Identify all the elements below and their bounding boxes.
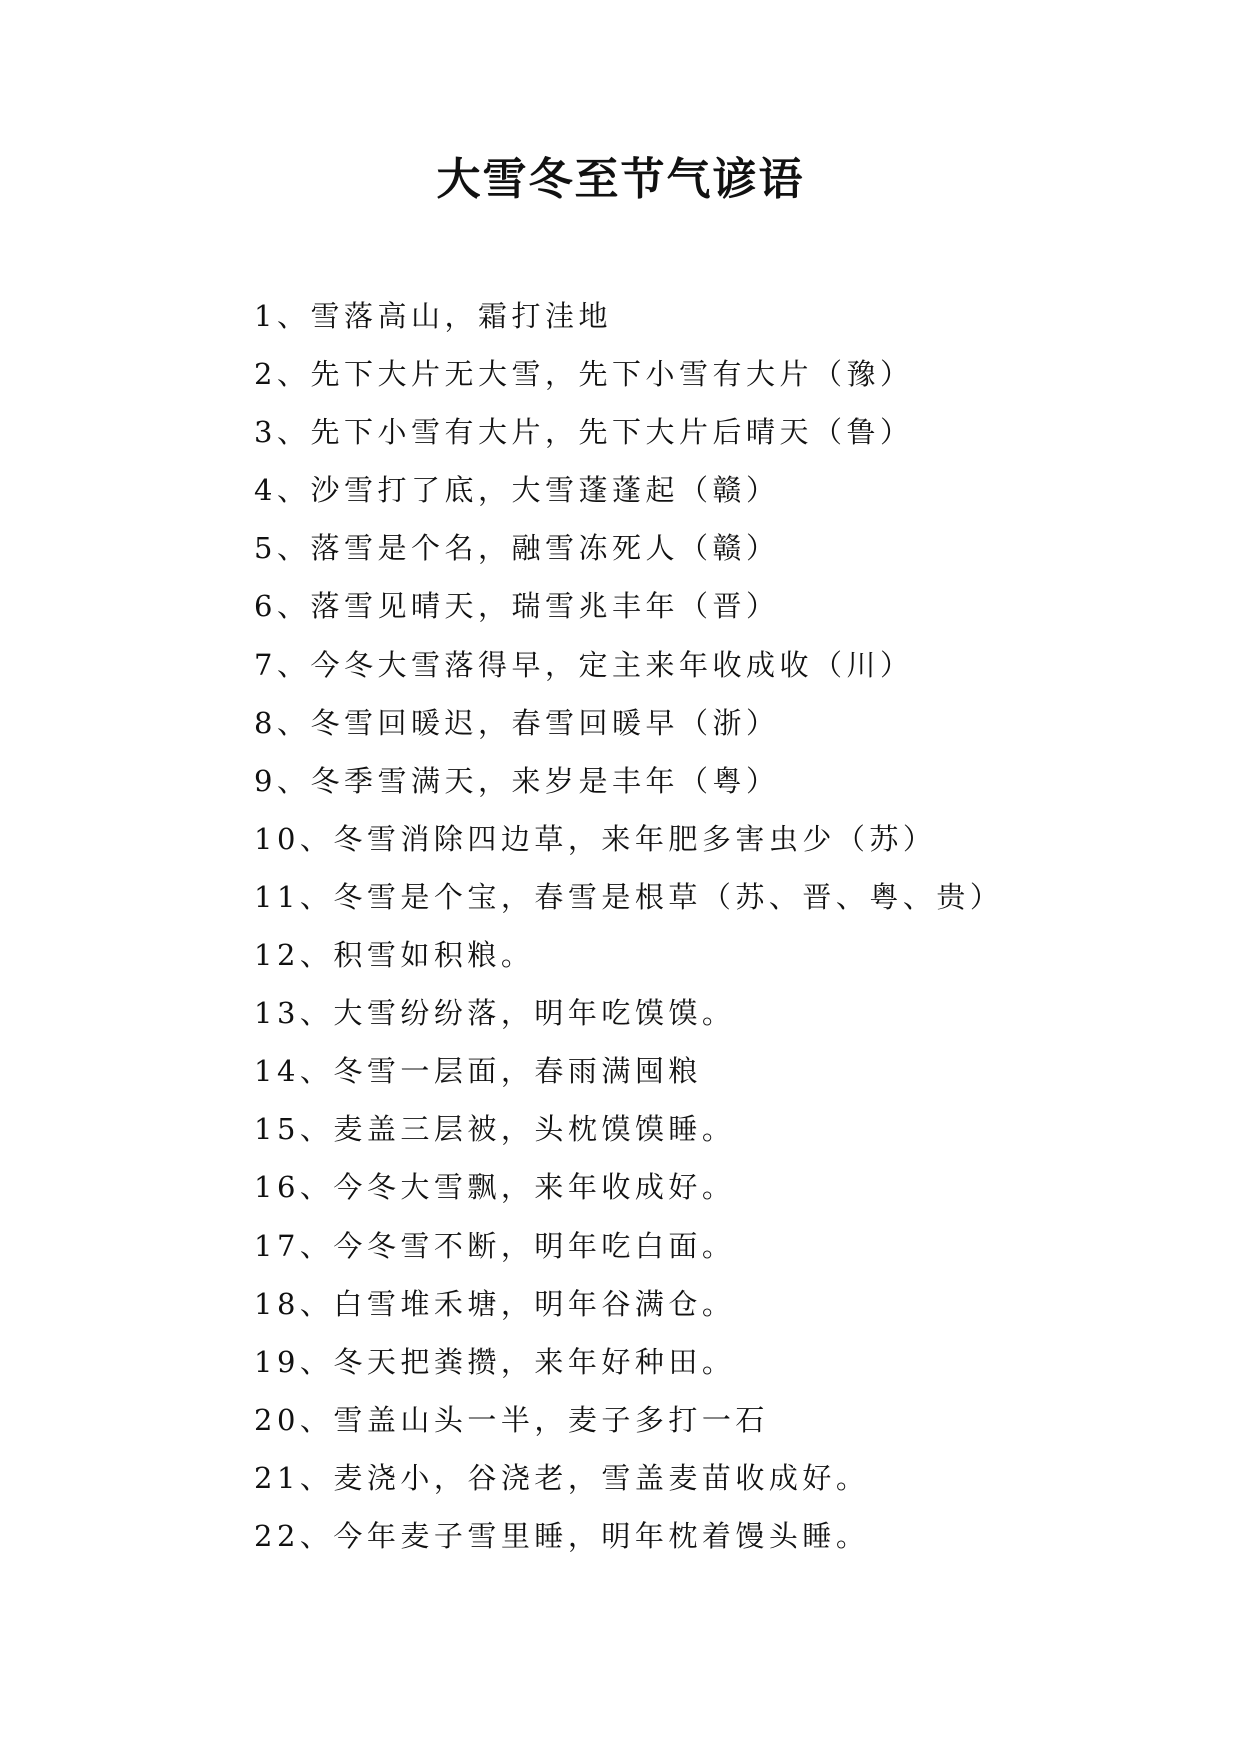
saying-item: 7、今冬大雪落得早，定主来年收成收（川）	[254, 647, 914, 682]
saying-item: 13、大雪纷纷落，明年吃馍馍。	[254, 996, 736, 1031]
saying-item: 15、麦盖三层被，头枕馍馍睡。	[254, 1112, 736, 1147]
saying-item: 11、冬雪是个宝，春雪是根草（苏、晋、粤、贵）	[254, 879, 1004, 914]
saying-item: 16、今冬大雪飘，来年收成好。	[254, 1170, 736, 1205]
saying-item: 3、先下小雪有大片，先下大片后晴天（鲁）	[254, 415, 914, 450]
saying-item: 17、今冬雪不断，明年吃白面。	[254, 1228, 736, 1263]
sayings-list	[254, 287, 1214, 1565]
saying-item: 12、积雪如积粮。	[254, 938, 535, 973]
saying-item: 4、沙雪打了底，大雪蓬蓬起（赣）	[254, 473, 780, 508]
page-title: 大雪冬至节气谚语	[436, 154, 805, 205]
saying-item: 18、白雪堆禾塘，明年谷满仓。	[254, 1286, 736, 1321]
saying-item: 21、麦浇小，谷浇老，雪盖麦苗收成好。	[254, 1460, 870, 1495]
saying-item: 9、冬季雪满天，来岁是丰年（粤）	[254, 763, 780, 798]
saying-item: 14、冬雪一层面，春雨满囤粮	[254, 1054, 702, 1089]
saying-item: 20、雪盖山头一半，麦子多打一石	[254, 1402, 769, 1437]
saying-item: 2、先下大片无大雪，先下小雪有大片（豫）	[254, 357, 914, 392]
saying-item: 5、落雪是个名，融雪冻死人（赣）	[254, 531, 780, 566]
saying-item: 1、雪落高山，霜打洼地	[254, 299, 612, 333]
saying-item: 22、今年麦子雪里睡，明年枕着馒头睡。	[254, 1518, 870, 1553]
saying-item: 6、落雪见晴天，瑞雪兆丰年（晋）	[254, 589, 780, 624]
saying-item: 19、冬天把粪攒，来年好种田。	[254, 1344, 736, 1379]
saying-item: 8、冬雪回暖迟，春雪回暖早（浙）	[254, 705, 780, 740]
saying-item: 10、冬雪消除四边草，来年肥多害虫少（苏）	[254, 821, 937, 856]
